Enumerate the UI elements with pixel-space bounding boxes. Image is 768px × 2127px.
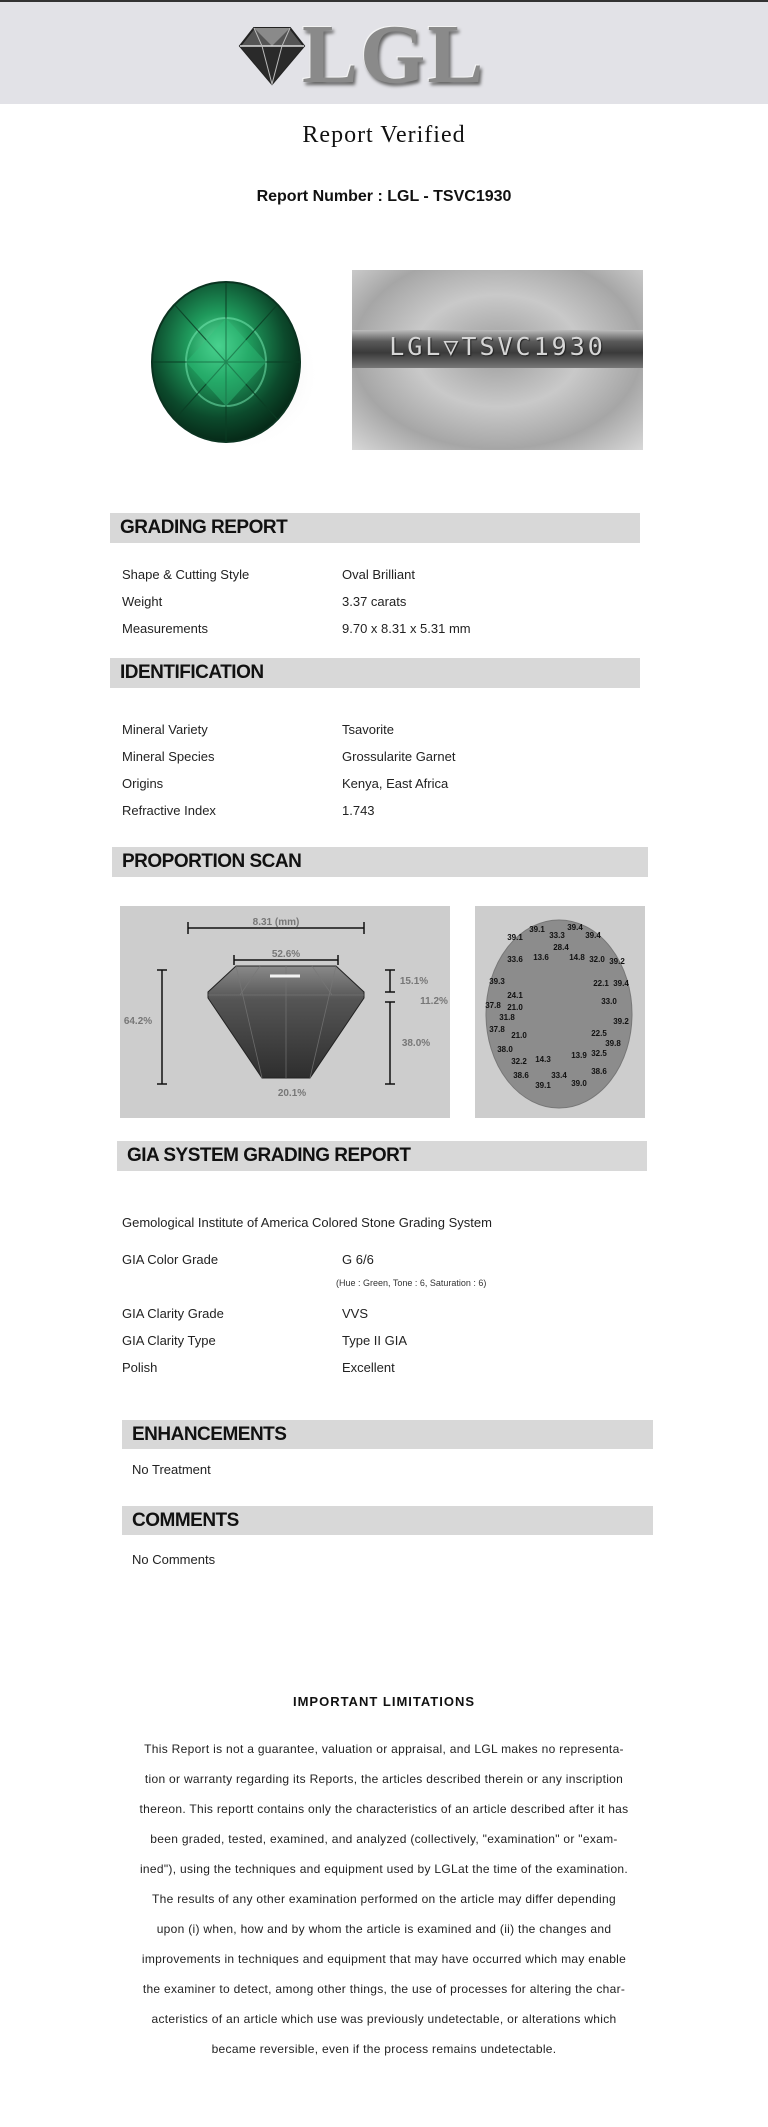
scan-value: 37.8 bbox=[489, 1025, 505, 1034]
culet-label: 20.1% bbox=[277, 1088, 307, 1099]
grading-row-value: 9.70 x 8.31 x 5.31 mm bbox=[342, 621, 471, 636]
inscription-photo bbox=[352, 270, 643, 450]
scan-value: 21.0 bbox=[511, 1031, 527, 1040]
gia-color-note: (Hue : Green, Tone : 6, Saturation : 6) bbox=[336, 1278, 487, 1288]
limitations-body bbox=[112, 1734, 656, 2064]
scan-value: 38.6 bbox=[513, 1071, 529, 1080]
grading-row-value: 3.37 carats bbox=[342, 594, 407, 609]
limitations-line: the examiner to detect, among other things, the use of processes for altering the char- bbox=[142, 1982, 626, 1996]
grading-report-header bbox=[110, 513, 640, 543]
scan-value: 39.3 bbox=[489, 977, 505, 986]
grading-row-label: Shape & Cutting Style bbox=[122, 567, 250, 582]
limitations-title: IMPORTANT LIMITATIONS bbox=[292, 1694, 476, 1709]
scan-value: 39.4 bbox=[585, 931, 601, 940]
identification-header bbox=[110, 658, 640, 688]
enhancements-text: No Treatment bbox=[132, 1462, 211, 1477]
grading-report-title: GRADING REPORT bbox=[120, 517, 288, 538]
gia-report-header bbox=[117, 1141, 647, 1171]
identification-title: IDENTIFICATION bbox=[120, 662, 264, 683]
scan-value: 13.9 bbox=[571, 1051, 587, 1060]
scan-value: 31.8 bbox=[499, 1013, 515, 1022]
grading-row-label: Measurements bbox=[122, 621, 208, 636]
report-number: Report Number : LGL - TSVC1930 bbox=[256, 188, 512, 205]
scan-value: 13.6 bbox=[533, 953, 549, 962]
gia-row-value: VVS bbox=[342, 1306, 369, 1321]
limitations-line: became reversible, even if the process remains undetectable. bbox=[211, 2042, 557, 2056]
scan-value: 39.1 bbox=[529, 925, 545, 934]
logo-text: LGL bbox=[302, 8, 486, 101]
limitations-line: This Report is not a guarantee, valuation or appraisal, and LGL makes no representa- bbox=[144, 1742, 624, 1756]
depth-label: 64.2% bbox=[123, 1016, 153, 1027]
identification-row-value: Kenya, East Africa bbox=[342, 776, 449, 791]
scan-value: 39.1 bbox=[535, 1081, 551, 1090]
crown-label: 15.1% bbox=[399, 976, 429, 987]
proportion-scan-title: PROPORTION SCAN bbox=[122, 851, 302, 872]
limitations-line: tion or warranty regarding its Reports, the articles described therein or any inscription bbox=[144, 1772, 624, 1786]
scan-value: 28.4 bbox=[553, 943, 569, 952]
scan-value: 14.8 bbox=[569, 953, 585, 962]
identification-row-label: Mineral Variety bbox=[122, 722, 208, 737]
scan-value: 24.1 bbox=[507, 991, 523, 1000]
pavilion-label: 38.0% bbox=[401, 1038, 431, 1049]
limitations-line: upon (i) when, how and by whom the article is examined and (ii) the changes and bbox=[156, 1922, 612, 1936]
inscription-text: LGL▽TSVC1930 bbox=[389, 332, 606, 361]
proportion-scan-header bbox=[112, 847, 648, 877]
scan-value: 32.0 bbox=[589, 955, 605, 964]
scan-value: 39.2 bbox=[609, 957, 625, 966]
proportion-diagram bbox=[120, 906, 450, 1118]
gia-subtitle: Gemological Institute of America Colored Stone Grading System bbox=[122, 1215, 492, 1230]
gia-color-label: GIA Color Grade bbox=[122, 1252, 219, 1267]
limitations-line: acteristics of an article which use was previously undetectable, or alterations which bbox=[151, 2012, 617, 2026]
gia-report-title: GIA SYSTEM GRADING REPORT bbox=[127, 1145, 411, 1166]
girdle-label: 11.2% bbox=[420, 996, 448, 1007]
scan-value: 39.8 bbox=[605, 1039, 621, 1048]
limitations-line: The results of any other examination performed on the article may differ depending bbox=[152, 1892, 616, 1906]
lgl-logo[interactable] bbox=[232, 8, 492, 102]
gia-row-value: Excellent bbox=[342, 1360, 395, 1375]
grading-row-value: Oval Brilliant bbox=[342, 567, 415, 582]
gia-row-label: GIA Clarity Type bbox=[122, 1333, 216, 1348]
scan-value: 39.2 bbox=[613, 1017, 629, 1026]
width-label: 8.31 (mm) bbox=[252, 917, 300, 928]
scan-value: 39.4 bbox=[613, 979, 629, 988]
identification-row-label: Origins bbox=[122, 776, 164, 791]
scan-value: 39.1 bbox=[507, 933, 523, 942]
scan-value: 21.0 bbox=[507, 1003, 523, 1012]
report-title: Report Verified bbox=[302, 122, 466, 148]
gia-color-value: G 6/6 bbox=[342, 1252, 374, 1267]
scan-value: 33.6 bbox=[507, 955, 523, 964]
identification-row-label: Mineral Species bbox=[122, 749, 215, 764]
scan-value: 39.0 bbox=[571, 1079, 587, 1088]
comments-header bbox=[122, 1506, 653, 1535]
scan-value: 38.0 bbox=[497, 1045, 513, 1054]
identification-row-value: Tsavorite bbox=[342, 722, 395, 737]
grading-row-label: Weight bbox=[122, 594, 163, 609]
scan-value: 22.5 bbox=[591, 1029, 607, 1038]
diamond-icon bbox=[232, 20, 312, 90]
gia-row-label: GIA Clarity Grade bbox=[122, 1306, 224, 1321]
limitations-line: been graded, tested, examined, and analyzed (collectively, "examination" or "exam- bbox=[150, 1832, 618, 1846]
scan-value: 37.8 bbox=[485, 1001, 501, 1010]
scan-value: 39.4 bbox=[567, 923, 583, 932]
identification-row-label: Refractive Index bbox=[122, 803, 216, 818]
comments-title: COMMENTS bbox=[132, 1510, 239, 1531]
proportion-scan-map bbox=[475, 906, 645, 1118]
scan-value: 14.3 bbox=[535, 1055, 551, 1064]
scan-value: 32.5 bbox=[591, 1049, 607, 1058]
limitations-line: improvements in techniques and equipment that may have occurred which may enable bbox=[141, 1952, 627, 1966]
gia-row-value: Type II GIA bbox=[342, 1333, 408, 1348]
gia-row-label: Polish bbox=[122, 1360, 158, 1375]
limitations-line: ined"), using the techniques and equipment used by LGLat the time of the examination. bbox=[139, 1862, 629, 1876]
scan-value: 32.2 bbox=[511, 1057, 527, 1066]
enhancements-header bbox=[122, 1420, 653, 1449]
scan-value: 22.1 bbox=[593, 979, 609, 988]
identification-row-value: Grossularite Garnet bbox=[342, 749, 456, 764]
scan-value: 33.4 bbox=[551, 1071, 567, 1080]
identification-row-value: 1.743 bbox=[342, 803, 375, 818]
table-label: 52.6% bbox=[271, 949, 301, 960]
limitations-line: thereon. This reportt contains only the characteristics of an article described after it has bbox=[139, 1802, 629, 1816]
scan-value: 33.0 bbox=[601, 997, 617, 1006]
enhancements-title: ENHANCEMENTS bbox=[132, 1424, 287, 1445]
header bbox=[0, 2, 768, 104]
gem-photo bbox=[132, 270, 326, 460]
comments-text: No Comments bbox=[132, 1552, 216, 1567]
scan-value: 38.6 bbox=[591, 1067, 607, 1076]
scan-value: 33.3 bbox=[549, 931, 565, 940]
